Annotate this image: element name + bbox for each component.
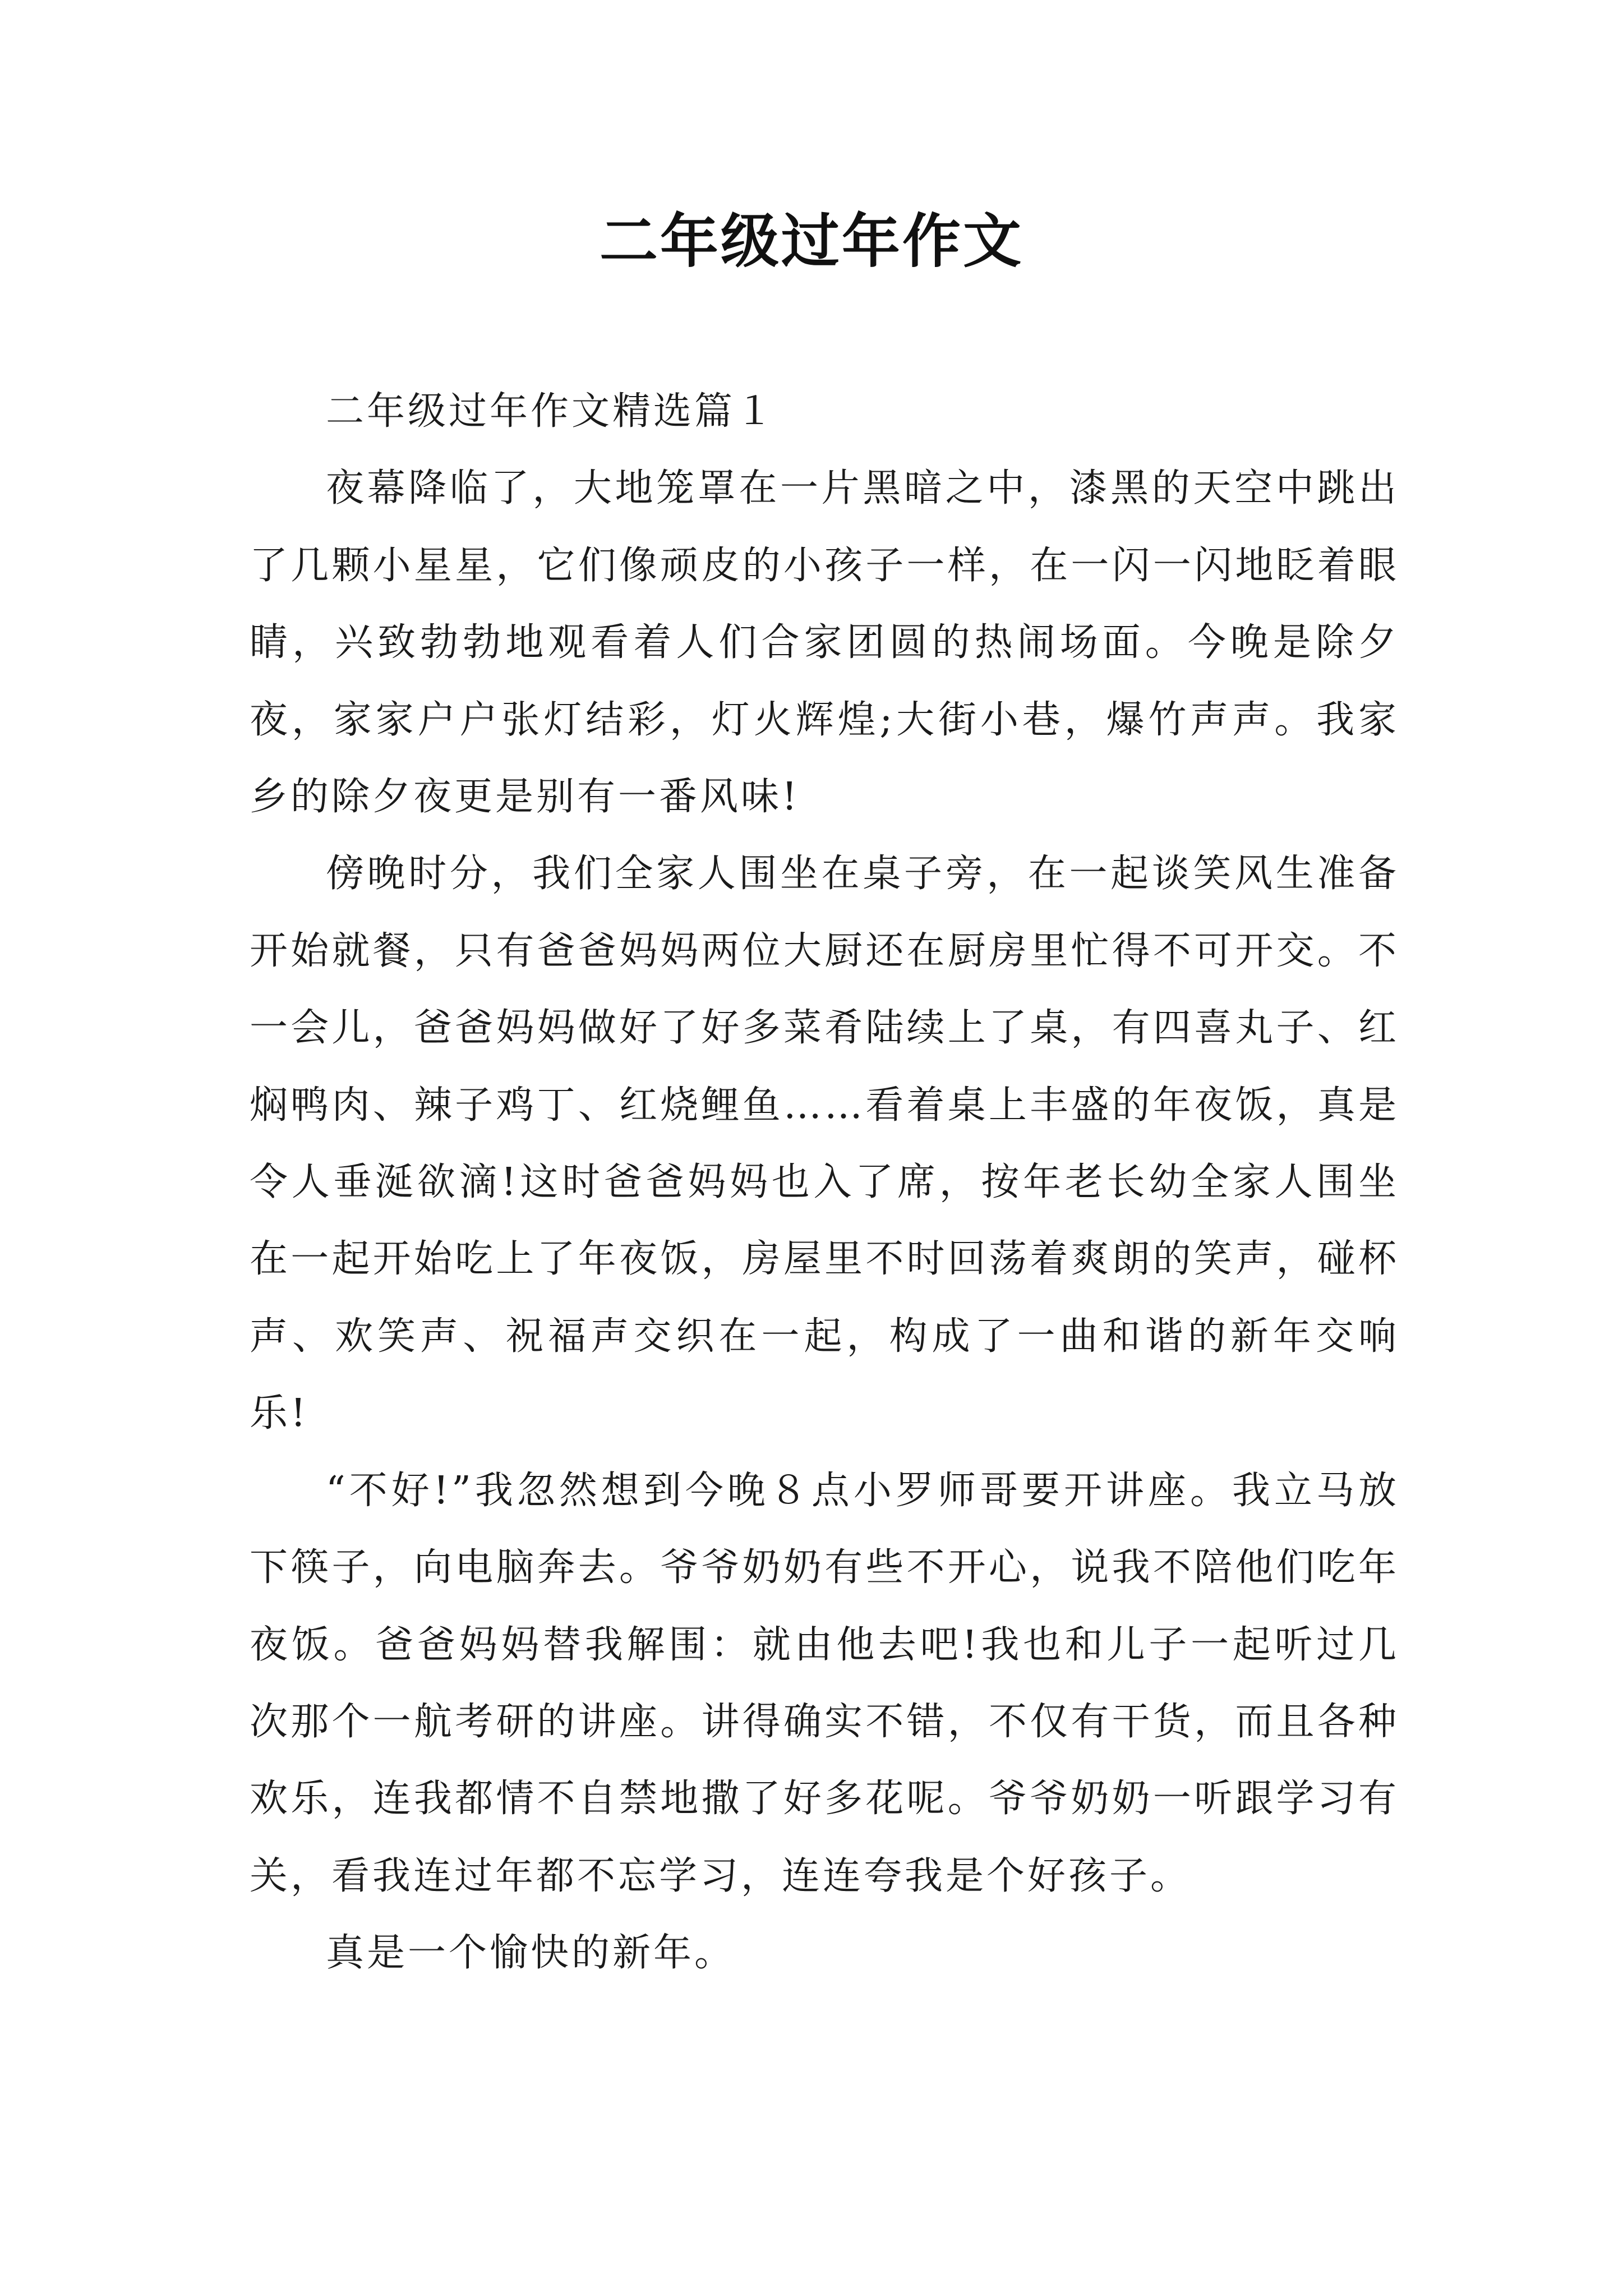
document-title: 二年级过年作文 xyxy=(599,207,1023,275)
paragraph: 真是一个愉快的新年。 xyxy=(326,1931,736,1976)
paragraph: “不好!”我忽然想到今晚８点小罗师哥要开讲座。我立马放下筷子，向电脑奔去。爷爷奶奶有些不开心，说我不陪他们吃年夜饭。爸爸妈妈替我解围：就由他去吧!我也和儿子一起听过几次那个一航考研的讲座。讲得确实不错，不仅有干货，而且各种欢乐，连我都情不自禁地撒了好多花呢。爷爷奶奶一听跟学习有关，看我连过年都不忘学习，连连夸我是个好孩子。 xyxy=(250,1468,1399,1898)
paragraph: 夜幕降临了，大地笼罩在一片黑暗之中，漆黑的天空中跳出了几颗小星星，它们像顽皮的小孩子一样，在一闪一闪地眨着眼睛，兴致勃勃地观看着人们合家团圆的热闹场面。今晚是除夕夜，家家户户张灯结彩，灯火辉煌;大街小巷，爆竹声声。我家乡的除夕夜更是别有一番风味! xyxy=(250,466,1399,820)
paragraph: 傍晚时分，我们全家人围坐在桌子旁，在一起谈笑风生准备开始就餐，只有爸爸妈妈两位大厨还在厨房里忙得不可开交。不一会儿，爸爸妈妈做好了好多菜肴陆续上了桌，有四喜丸子、红焖鸭肉、辣子鸡丁、红烧鲤鱼……看着桌上丰盛的年夜饭，真是令人垂涎欲滴!这时爸爸妈妈也入了席，按年老长幼全家人围坐在一起开始吃上了年夜饭，房屋里不时回荡着爽朗的笑声，碰杯声、欢笑声、祝福声交织在一起，构成了一曲和谐的新年交响乐! xyxy=(250,852,1399,1436)
section-heading: 二年级过年作文精选篇１ xyxy=(326,389,777,434)
document-body xyxy=(250,373,1399,1992)
